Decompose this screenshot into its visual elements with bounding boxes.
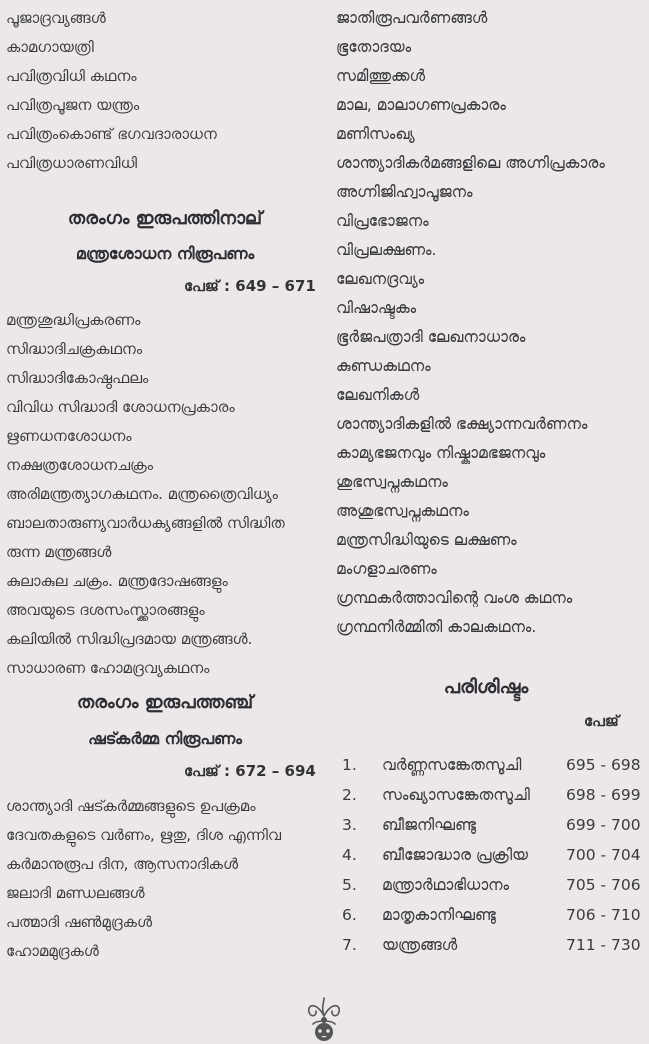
- list-item: ലേഖനദ്രവ്യം: [336, 270, 425, 288]
- list-item: നക്ഷത്രശോധനചക്രം: [6, 456, 154, 474]
- list-item: ബാലതാരുണ്യവാർധക്യങ്ങളിൽ സിദ്ധിത: [6, 514, 285, 532]
- appendix-row: [336, 906, 641, 934]
- row-title: സംഖ്യാസങ്കേതസൂചി: [382, 786, 530, 804]
- appendix-row: [336, 936, 641, 964]
- row-number: 1.: [342, 756, 357, 774]
- list-item: മന്ത്രശുദ്ധിപ്രകരണം: [6, 311, 141, 329]
- list-item: ലേഖനികൾ: [336, 386, 420, 404]
- list-item: ജലാദി മണ്ഡലങ്ങൾ: [6, 884, 145, 902]
- row-pages: 698 - 699: [566, 786, 641, 804]
- list-item: പവിത്രപൂജന യന്ത്രം: [6, 96, 140, 114]
- appendix-page-label: പേജ്: [584, 712, 619, 730]
- section-subheading: ഷട്കർമ്മ നിരൂപണം: [88, 729, 242, 748]
- row-pages: 705 - 706: [566, 876, 641, 894]
- list-item: സിദ്ധാദികോഷ്ഠഫലം: [6, 369, 149, 387]
- list-item: പവിത്രവിധി കഥനം: [6, 67, 137, 85]
- list-item: വിപ്രലക്ഷണം.: [336, 241, 437, 259]
- list-item: അഗ്നിജിഹ്വാപൂജനം: [336, 183, 473, 201]
- list-item: സിദ്ധാദിചക്രകഥനം: [6, 340, 143, 358]
- list-item: ഭൂർജപത്രാദി ലേഖനാധാരം: [336, 328, 526, 346]
- page-range: പേജ് : 672 – 694: [184, 762, 316, 780]
- list-item: ഋണധനശോധനം: [6, 427, 132, 445]
- list-item: ഗ്രന്ഥനിർമ്മിതി കാലകഥനം.: [336, 618, 537, 636]
- row-title: ബീജനിഘണ്ടു: [382, 816, 476, 834]
- row-number: 5.: [342, 876, 357, 894]
- section-subheading: മന്ത്രശോധന നിരൂപണം: [75, 244, 255, 263]
- list-item: ഹോമമുദ്രകൾ: [6, 942, 99, 960]
- row-pages: 695 - 698: [566, 756, 641, 774]
- row-pages: 700 - 704: [566, 846, 641, 864]
- list-item: ഭൂതോദയം: [336, 38, 412, 56]
- list-item: സാധാരണ ഹോമദ്രവ്യകഥനം: [6, 659, 210, 677]
- list-item: ശാന്ത്യാദി ഷട്കർമ്മങ്ങളുടെ ഉപക്രമം: [6, 797, 256, 815]
- list-item: മന്ത്രസിദ്ധിയുടെ ലക്ഷണം: [336, 531, 517, 549]
- row-title: യന്ത്രങ്ങൾ: [382, 936, 458, 954]
- row-title: ബീജോദ്ധാര പ്രക്രിയ: [382, 846, 528, 864]
- row-title: മാതൃകാനിഘണ്ടു: [382, 906, 496, 924]
- appendix-row: [336, 816, 641, 844]
- list-item: മാല, മാലാഗണപ്രകാരം: [336, 96, 506, 114]
- list-item: മണിസംഖ്യ: [336, 125, 415, 143]
- list-item: രുന്ന മന്ത്രങ്ങൾ: [6, 543, 112, 561]
- row-pages: 706 - 710: [566, 906, 641, 924]
- decorative-ornament-icon: [299, 994, 349, 1044]
- row-number: 7.: [342, 936, 357, 954]
- list-item: കുലാകുല ചക്രം. മന്ത്രദോഷങ്ങളും: [6, 572, 228, 590]
- section-item-list: [6, 306, 285, 683]
- list-item: കാമഗായത്രി: [6, 38, 94, 56]
- row-number: 6.: [342, 906, 357, 924]
- list-item: അരിമന്ത്രത്യാഗകഥനം. മന്ത്രത്രൈവിധ്യം: [6, 485, 278, 503]
- list-item: വിപ്രഭോജനം: [336, 212, 429, 230]
- appendix-row: [336, 876, 641, 904]
- section-heading: തരംഗം ഇരുപത്തഞ്ച്: [76, 692, 254, 713]
- list-item: ശുഭസ്വപ്നകഥനം: [336, 473, 448, 491]
- list-item: അവയുടെ ദശസംസ്ക്കാരങ്ങളും: [6, 601, 205, 619]
- section-heading: തരംഗം ഇരുപത്തിനാല്: [67, 208, 263, 229]
- list-item: വിവിധ സിദ്ധാദി ശോധനപ്രകാരം: [6, 398, 235, 416]
- row-title: വർണ്ണസങ്കേതസൂചി: [382, 756, 522, 774]
- list-item: സമിത്തുക്കൾ: [336, 67, 426, 85]
- list-item: ദേവതകളുടെ വർണം, ഋതു, ദിശ എന്നിവ: [6, 826, 282, 844]
- list-item: കാമ്യഭജനവും നിഷ്കാമഭജനവും: [336, 444, 546, 462]
- list-item: കലിയിൽ സിദ്ധിപ്രദമായ മന്ത്രങ്ങൾ.: [6, 630, 253, 648]
- list-item: വിഷാഷ്ടകം: [336, 299, 417, 317]
- appendix-row: [336, 786, 641, 814]
- list-item: പൂജാദ്രവ്യങ്ങൾ: [6, 9, 106, 27]
- appendix-row: [336, 846, 641, 874]
- list-item: പത്മാദി ഷൺമുദ്രകൾ: [6, 913, 153, 931]
- top-item-list: [6, 4, 217, 178]
- appendix-heading: പരിശിഷ്ടം: [443, 676, 529, 698]
- list-item: ജാതിരൂപവർണങ്ങൾ: [336, 9, 488, 27]
- row-pages: 699 - 700: [566, 816, 641, 834]
- row-pages: 711 - 730: [566, 936, 641, 954]
- section-item-list: [6, 792, 281, 966]
- list-item: പവിത്രംകൊണ്ട് ഭഗവദാരാധന: [6, 125, 217, 143]
- appendix-row: [336, 756, 641, 784]
- list-item: ശാന്ത്യാദികളിൽ ഭക്ഷ്യാന്നവർണനം: [336, 415, 588, 433]
- right-item-list: [336, 4, 605, 642]
- list-item: കർമാനുരൂപ ദിന, ആസനാദികൾ: [6, 855, 239, 873]
- row-number: 4.: [342, 846, 357, 864]
- list-item: മംഗളാചരണം: [336, 560, 437, 578]
- list-item: അശുഭസ്വപ്നകഥനം: [336, 502, 469, 520]
- list-item: ഗ്രന്ഥകർത്താവിന്റെ വംശ കഥനം: [336, 589, 573, 607]
- list-item: കുണ്ഡകഥനം: [336, 357, 431, 375]
- page-range: പേജ് : 649 – 671: [184, 277, 316, 295]
- row-number: 2.: [342, 786, 357, 804]
- row-number: 3.: [342, 816, 357, 834]
- list-item: ശാന്ത്യാദികർമങ്ങളിലെ അഗ്നിപ്രകാരം: [336, 154, 605, 172]
- list-item: പവിത്രധാരണവിധി: [6, 154, 138, 172]
- row-title: മന്ത്രാർഥാഭിധാനം: [382, 876, 510, 894]
